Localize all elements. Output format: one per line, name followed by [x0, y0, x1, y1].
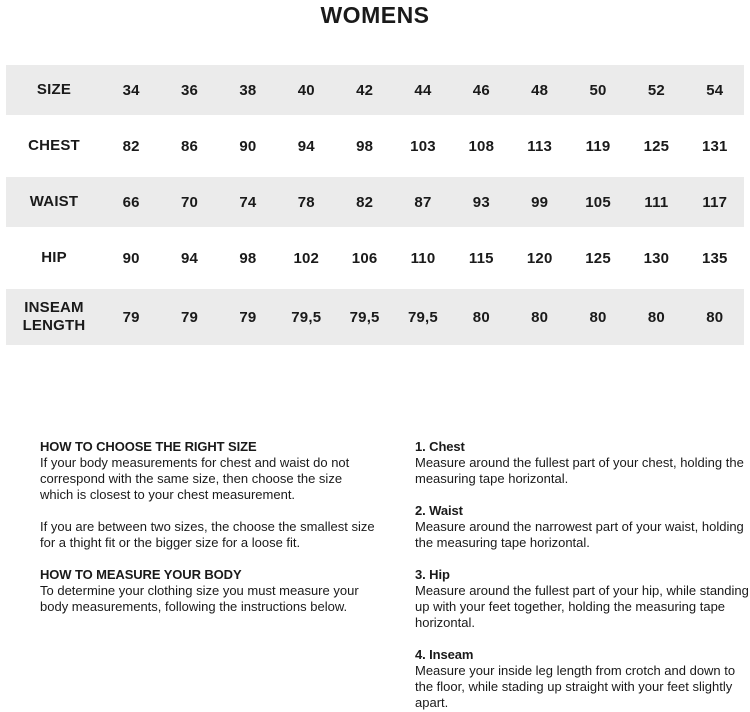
table-cell: 79,5	[291, 308, 322, 326]
table-cell: 79	[239, 308, 257, 326]
table-cell: 54	[706, 81, 724, 99]
table-cell: 82	[356, 193, 374, 211]
instruction-heading: HOW TO MEASURE YOUR BODY	[40, 567, 242, 582]
table-cell: 103	[410, 137, 436, 155]
instruction-paragraph: If your body measurements for chest and waist do not correspond with the same size, then choose the size which is closest to your chest measurement.	[40, 455, 350, 502]
table-cell: 119	[585, 137, 611, 155]
table-cell: 86	[180, 137, 199, 155]
step-text: Measure around the fullest part of your chest, holding the measuring tape horizontal.	[415, 455, 744, 486]
table-cell: 110	[410, 249, 436, 267]
page-title: WOMENS	[320, 2, 430, 28]
table-row-inseam-length	[6, 289, 744, 345]
table-cell: 79	[122, 308, 140, 326]
table-cell: 42	[356, 81, 374, 99]
step-heading: 1. Chest	[415, 439, 465, 454]
table-cell: 80	[647, 308, 665, 326]
measurement-step	[415, 647, 750, 711]
table-cell: 48	[531, 81, 549, 99]
table-cell: 102	[293, 249, 320, 267]
table-cell: 87	[414, 193, 432, 211]
table-cell: 94	[297, 137, 315, 155]
table-cell: 115	[468, 249, 494, 267]
table-row-size	[6, 65, 744, 115]
table-row-chest	[6, 121, 744, 171]
row-label: WAIST	[29, 193, 79, 210]
table-cell: 130	[643, 249, 670, 267]
step-heading: 4. Inseam	[415, 647, 474, 662]
table-cell: 44	[414, 81, 432, 99]
instruction-paragraph: If you are between two sizes, the choose the smallest size for a thight fit or the bigger size for a loose fit.	[40, 519, 375, 550]
step-text: Measure around the fullest part of your hip, while standing up with your feet together, holding the measuring tape horizontal.	[415, 583, 749, 630]
table-cell: 117	[702, 193, 728, 211]
how-to-choose-column	[40, 439, 375, 711]
step-heading: 3. Hip	[415, 567, 450, 582]
table-cell: 120	[526, 249, 553, 267]
step-heading: 2. Waist	[415, 503, 463, 518]
table-cell: 52	[647, 81, 665, 99]
table-cell: 90	[122, 249, 140, 267]
table-cell: 80	[472, 308, 490, 326]
table-cell: 50	[589, 81, 607, 99]
table-cell: 131	[701, 137, 728, 155]
row-label: SIZE	[36, 81, 72, 98]
table-cell: 80	[589, 308, 607, 326]
table-cell: 34	[122, 81, 140, 99]
row-label: INSEAM LENGTH	[22, 299, 86, 334]
table-cell: 70	[180, 193, 199, 211]
table-cell: 80	[706, 308, 724, 326]
table-cell: 125	[585, 249, 611, 267]
table-cell: 38	[239, 81, 257, 99]
instruction-heading: HOW TO CHOOSE THE RIGHT SIZE	[40, 439, 257, 454]
table-cell: 99	[531, 193, 549, 211]
measurement-steps-column	[415, 439, 750, 711]
instruction-paragraph: To determine your clothing size you must measure your body measurements, following the instructions below.	[40, 583, 359, 614]
table-cell: 79	[180, 308, 199, 326]
step-text: Measure your inside leg length from crotch and down to the floor, while stading up straight with your feet slightly apart.	[415, 663, 736, 710]
table-cell: 98	[239, 249, 257, 267]
row-label: HIP	[41, 249, 67, 266]
table-cell: 105	[585, 193, 611, 211]
table-cell: 93	[472, 193, 490, 211]
table-cell: 108	[468, 137, 495, 155]
table-cell: 111	[644, 193, 669, 211]
measurement-step	[415, 439, 750, 487]
table-cell: 79,5	[349, 308, 380, 326]
table-row-hip	[6, 233, 744, 283]
row-label: CHEST	[28, 137, 80, 154]
measurement-step	[415, 503, 750, 551]
table-cell: 36	[180, 81, 199, 99]
table-cell: 94	[180, 249, 199, 267]
size-table	[6, 65, 744, 345]
table-row-waist	[6, 177, 744, 227]
step-text: Measure around the narrowest part of your waist, holding the measuring tape horizontal.	[415, 519, 744, 550]
table-cell: 46	[472, 81, 490, 99]
table-cell: 74	[239, 193, 257, 211]
table-cell: 106	[351, 249, 378, 267]
table-cell: 40	[297, 81, 315, 99]
table-cell: 125	[643, 137, 670, 155]
table-cell: 82	[122, 137, 140, 155]
measurement-step	[415, 567, 750, 631]
table-cell: 98	[356, 137, 374, 155]
table-cell: 66	[122, 193, 140, 211]
table-cell: 113	[527, 137, 553, 155]
table-cell: 80	[531, 308, 549, 326]
table-cell: 135	[701, 249, 728, 267]
instructions-section	[40, 439, 749, 711]
table-cell: 79,5	[407, 308, 438, 326]
table-cell: 78	[297, 193, 315, 211]
table-cell: 90	[239, 137, 257, 155]
